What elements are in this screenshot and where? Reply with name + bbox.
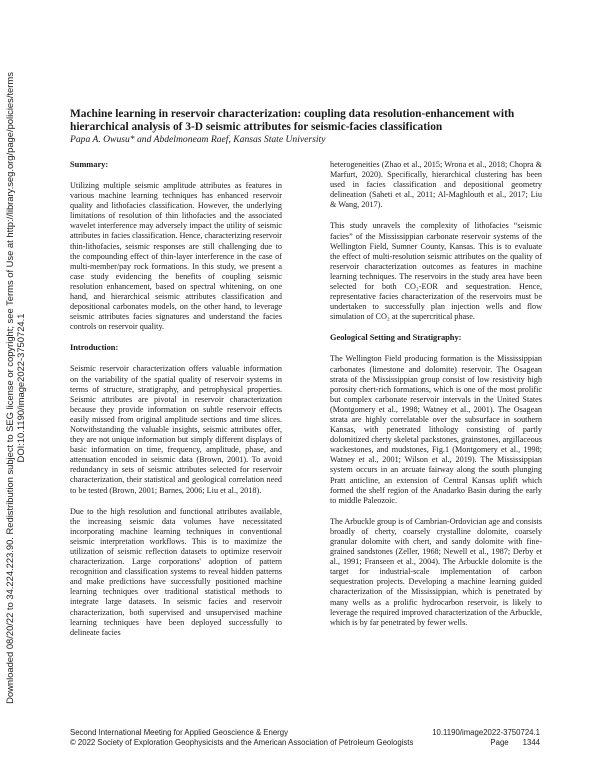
- geological-setting-heading: Geological Setting and Stratigraphy:: [330, 333, 462, 343]
- body-paragraph-study: This study unravels the complexity of lithofacies “seismic facies” of the Mississippian carbonate reservoir systems of the Wellington Field, Sumner County, Kansas. This is to evaluate the effect of multi-resolution seismic attributes on the quality of reservoir characterization outcomes as features in machine learning techniques. The reservoirs in the study area have been selected for both CO₂-EOR and sequestration. Hence, representative facies characterization of the reservoirs must be undertaken to successfully plan injection wells and flow simulation of CO₂ at the supercritical phase.: [330, 221, 542, 322]
- introduction-heading: Introduction:: [70, 343, 119, 353]
- paper-authors: Papa A. Owusu* and Abdelmoneam Raef, Kansas State University: [70, 134, 326, 145]
- introduction-paragraph-1: Seismic reservoir characterization offers valuable information on the variability of the spatial quality of reservoir systems in terms of structure, stratigraphy, and petrophysical properties. Seismic attributes are pivotal in reservoir characterization because they provide information on subtle reservoir effects easily missed from original amplitude sections and time slices. Notwithstanding the valuable insights, seismic attributes offer, they are not unique information but simply different displays of basic information on time, frequency, amplitude, phase, and attenuation encoded in seismic data (Brown, 2001). To avoid redundancy in sets of seismic attributes selected for reservoir characterization, their statistical and geological correlation need to be tested (Brown, 2001; Barnes, 2006; Liu et al., 2018).: [70, 364, 282, 495]
- page-indicator: [490, 738, 540, 748]
- summary-paragraph: Utilizing multiple seismic amplitude attributes as features in various machine learning techniques has enhanced reservoir quality and lithofacies classification. However, the underlying limitations of resolution of thin lithofacies and the associated wavelet interference may adversely impact the utility of seismic attributes in facies classification. Hence, characterizing reservoir thin-lithofacies, seismic responses are still challenging due to the compounding effect of thin-layer interference in the case of multi-member/pay rock formations. In this study, we present a case study evidencing the benefits of coupling seismic resolution enhancement, based on spectral whitening, on one hand, and hierarchical seismic attributes classification and depositional carbonates models, on the other hand, to leverage seismic attributes facies signatures and understand the facies controls on reservoir quality.: [70, 181, 282, 332]
- geological-paragraph-2: The Arbuckle group is of Cambrian-Ordovician age and consists broadly of cherty, coarsely crystalline dolomite, coarsely granular dolomite with chert, and sandy dolomite with fine-grained sandstones (Zeller, 1968; Newell et al., 1987; Derby et al., 1991; Franseen et al., 2004). The Arbuckle dolomite is the target for industrial-scale implementation of carbon sequestration projects. Developing a machine learning guided characterization of the Mississippian, which is penetrated by many wells as a prolific hydrocarbon reservoir, is likely to leverage the required improved characterization of the Arbuckle, which is by far penetrated by fewer wells.: [330, 516, 542, 627]
- page-number: 1344: [522, 738, 540, 747]
- summary-heading: Summary:: [70, 160, 109, 169]
- copyright-notice: © 2022 Society of Exploration Geophysicists and the American Association of Petroleum Geologists: [70, 738, 414, 747]
- left-column: [70, 160, 282, 649]
- page-footer: [70, 728, 540, 748]
- body-paragraph-continued: heterogeneities (Zhao et al., 2015; Wrona et al., 2018; Chopra & Marfurt, 2020). Specifically, hierarchical clustering has been used in facies classification and depositional geometry delineation (Saheti et al., 2011; Al-Maghlouth et al., 2017; Liu & Wang, 2017).: [330, 160, 542, 210]
- download-notice-sidebar: [0, 0, 30, 776]
- download-notice-line: Downloaded 08/20/22 to 34.224.223.90. Redistribution subject to SEG license or copyright; see Terms of Use at http://library.seg.org/page/policies/terms: [4, 72, 15, 704]
- meeting-name: Second International Meeting for Applied Geoscience & Energy: [70, 728, 289, 737]
- page-label: Page: [490, 738, 509, 747]
- geological-paragraph-1: The Wellington Field producing formation is the Mississippian carbonates (limestone and dolomite) reservoir. The Osagean strata of the Mississippian group consist of low resistivity high porosity chert-rich formations, which is one of the most prolific but complex carbonate reservoir intervals in the United States (Montgomery et al., 1998; Watney et al., 2001). The Osagean strata are highly correlatable over the subsurface in southern Kansas, with penetrated lithology consisting of partly dolomitized cherty skeletal packstones, grainstones, argillaceous wackestones, and mudstones, Fig.1 (Montgomery et al., 1998; Watney et al., 2001; Wilson et al., 2019). The Mississippian system occurs in an arcuate fairway along the south plunging Pratt anticline, an extension of Central Kansas uplift which formed the shelf region of the Anadarko Basin during the early to middle Paleozoic.: [330, 354, 542, 505]
- footer-doi: 10.1190/image2022-3750724.1: [432, 728, 540, 737]
- doi-notice-line: DOI:10.1190/image2022-3750724.1: [15, 313, 26, 463]
- right-column: [330, 160, 542, 639]
- introduction-paragraph-2: Due to the high resolution and functional attributes available, the increasing seismic data volumes have necessitated incorporating machine learning techniques in conventional seismic interpretation workflows. This is to maximize the utilization of seismic reflection datasets to optimize reservoir characterization. Large corporations' adoption of pattern recognition and classification systems to reveal hidden patterns and make predictions have successfully positioned machine learning techniques over traditional statistical methods to integrate large datasets. In seismic facies and reservoir characterization, both supervised and unsupervised machine learning techniques have been deployed successfully to delineate facies: [70, 506, 282, 637]
- paper-title: Machine learning in reservoir characterization: coupling data resolution-enhancement with hierarchical analysis of 3-D seismic attributes for seismic-facies classification: [70, 108, 515, 133]
- download-notice-text: [4, 72, 26, 704]
